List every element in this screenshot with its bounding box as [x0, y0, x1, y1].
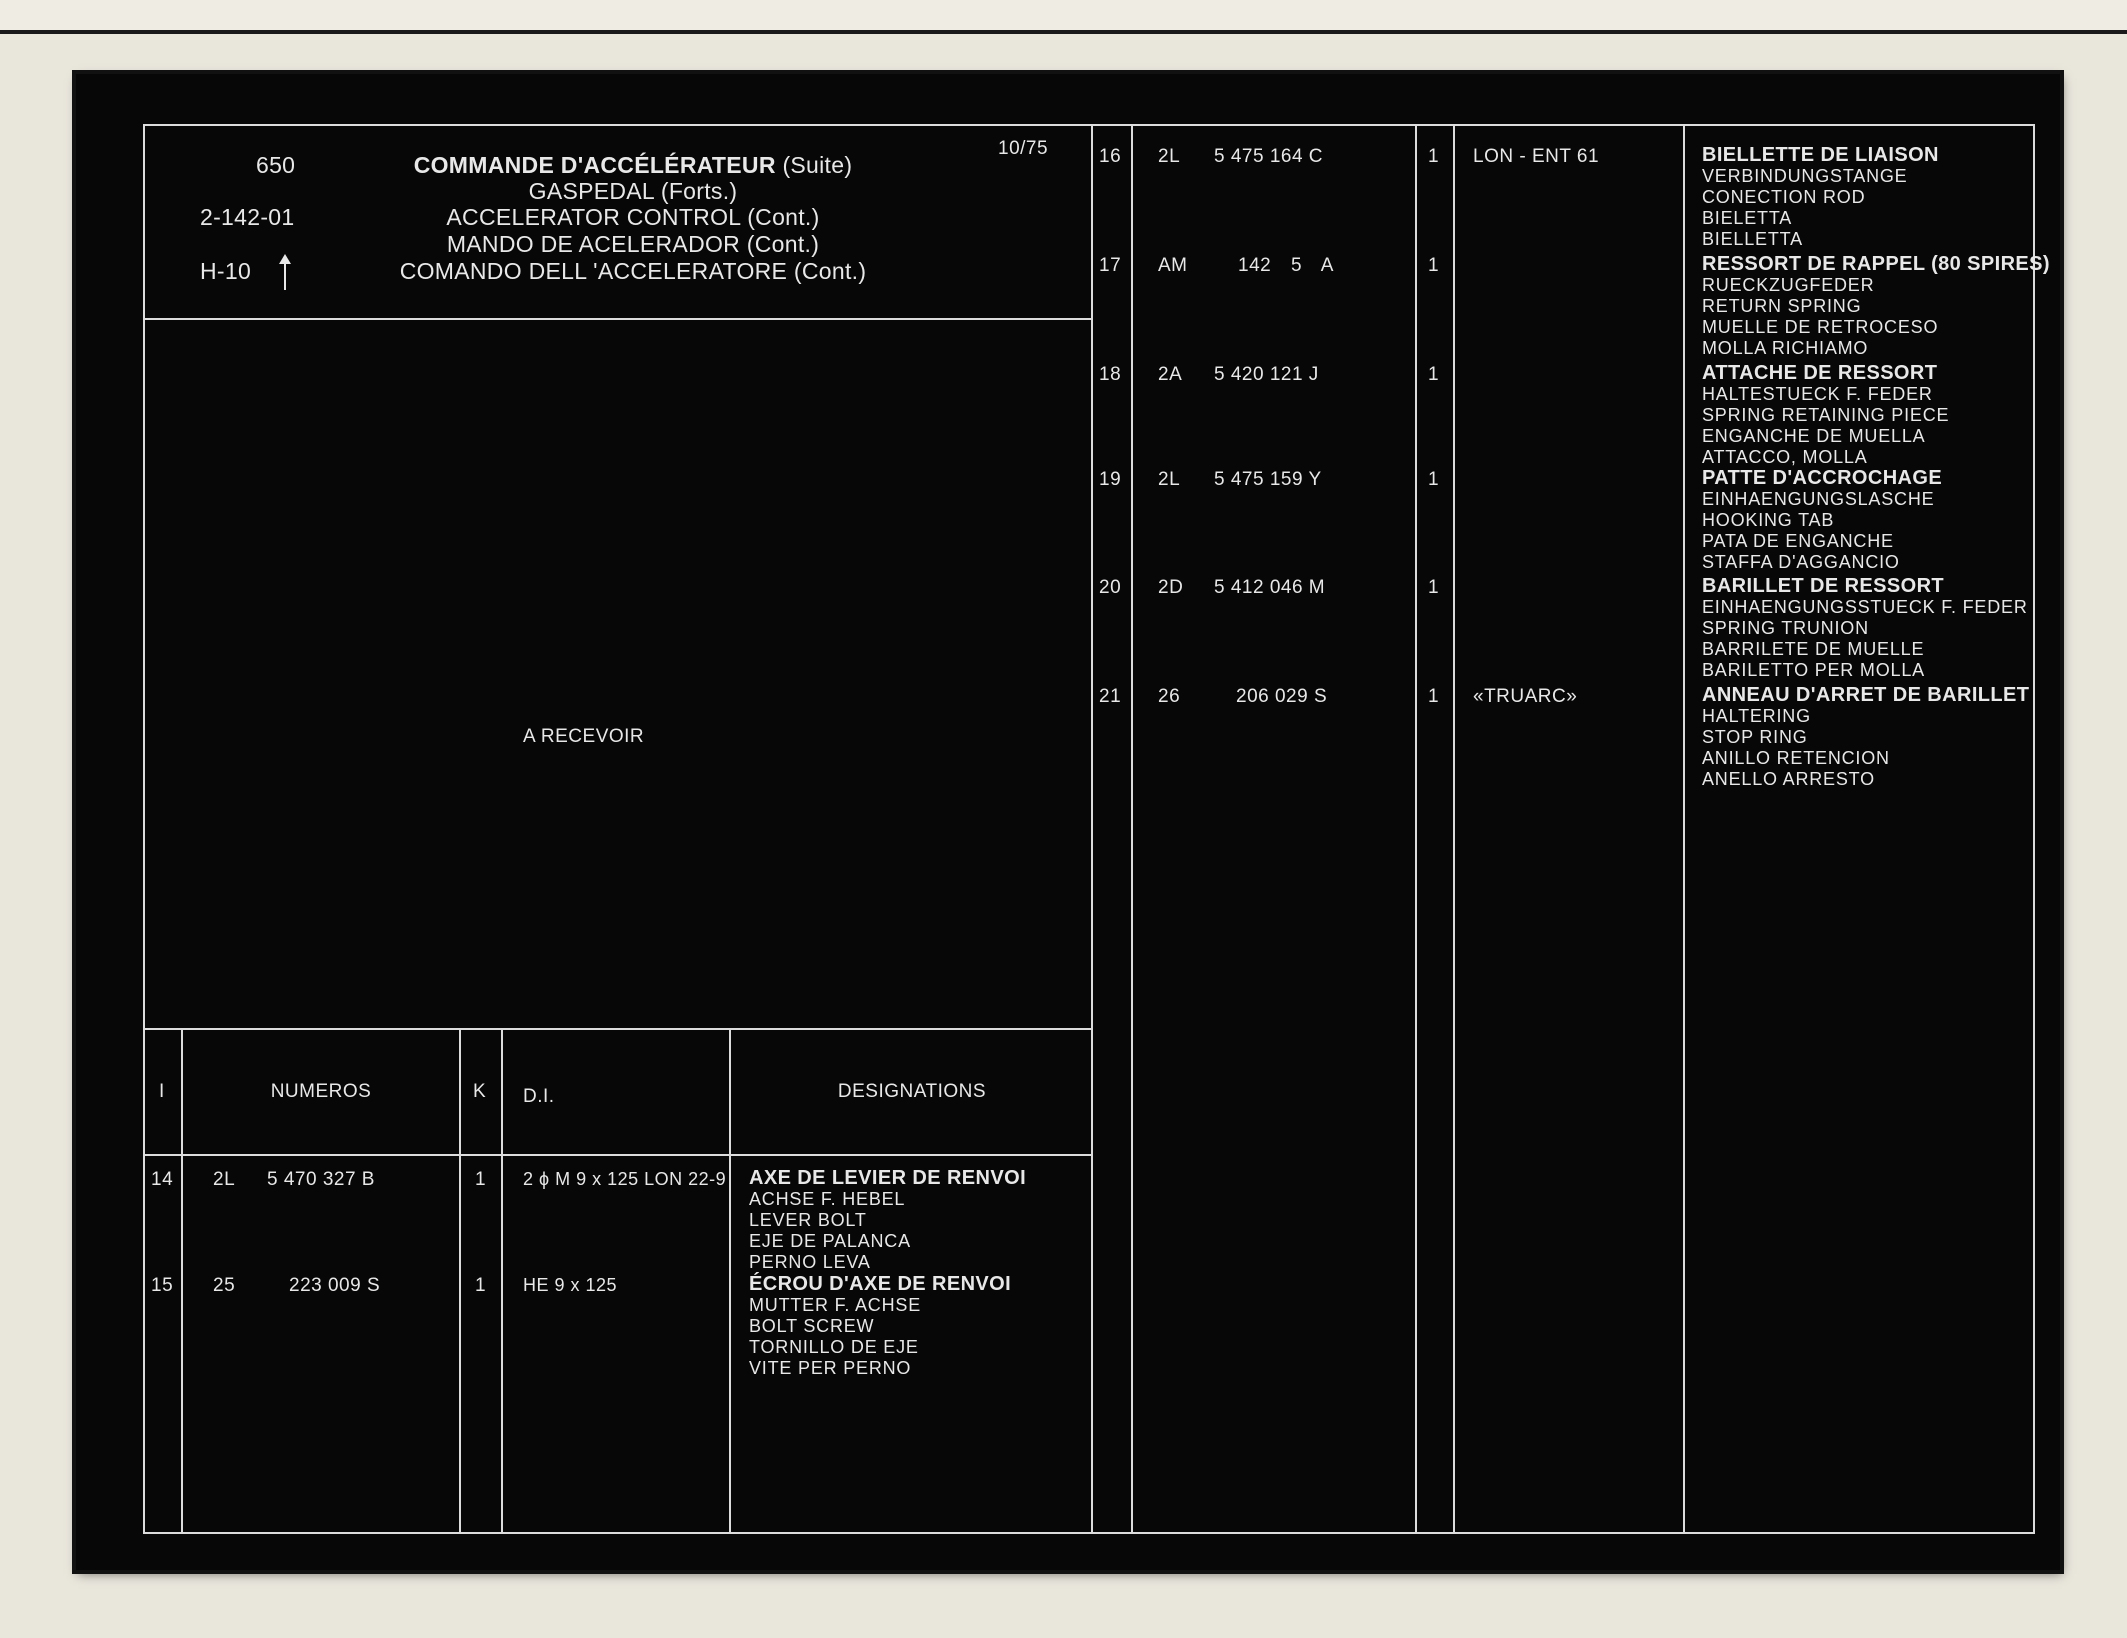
designation-it: VITE PER PERNO: [749, 1358, 912, 1378]
right-col-line-index: [1131, 124, 1133, 1534]
row-qty: 1: [1428, 255, 1440, 276]
designation-it: ATTACCO, MOLLA: [1702, 447, 1868, 467]
row-qty: 1: [1428, 469, 1440, 490]
designation-es: BIELETTA: [1702, 208, 1793, 228]
designation-it: STAFFA D'AGGANCIO: [1702, 552, 1900, 572]
col-line-di: [729, 1028, 731, 1534]
designation-es: PATA DE ENGANCHE: [1702, 531, 1894, 551]
title-english: ACCELERATOR CONTROL (Cont.): [446, 204, 820, 230]
row-prefix: 2A: [1158, 364, 1183, 385]
row-prefix: AM: [1158, 255, 1188, 276]
designation-it: ANELLO ARRESTO: [1702, 769, 1875, 789]
designation-main: BIELLETTE DE LIAISON: [1702, 144, 1939, 166]
row-di: «TRUARC»: [1473, 686, 1578, 707]
row-designation: [1702, 468, 1942, 573]
row-prefix: 2L: [213, 1169, 236, 1190]
designation-de: MUTTER F. ACHSE: [749, 1295, 922, 1315]
row-index: 21: [1099, 686, 1122, 707]
row-designation: [1702, 576, 2028, 681]
title-french-main: COMMANDE D'ACCÉLÉRATEUR: [413, 152, 776, 178]
designation-es: TORNILLO DE EJE: [749, 1337, 919, 1357]
row-part-number: 5 412 046 M: [1214, 577, 1326, 598]
designation-es: MUELLE DE RETROCESO: [1702, 317, 1939, 337]
row-prefix: 2D: [1158, 577, 1184, 598]
col-line-numeros: [459, 1028, 461, 1534]
row-index: 15: [151, 1275, 174, 1296]
title-german: GASPEDAL (Forts.): [528, 178, 738, 204]
designation-it: BARILETTO PER MOLLA: [1702, 660, 1925, 680]
title-spanish: MANDO DE ACELERADOR (Cont.): [446, 231, 820, 257]
row-index: 17: [1099, 255, 1122, 276]
row-qty: 1: [1428, 146, 1440, 167]
designation-es: BARRILETE DE MUELLE: [1702, 639, 1925, 659]
col-line-index: [181, 1028, 183, 1534]
row-qty: 1: [1428, 577, 1440, 598]
designation-es: ANILLO RETENCION: [1702, 748, 1890, 768]
row-designation: [1702, 363, 1949, 468]
right-col-line-numeros: [1415, 124, 1417, 1534]
header-index: I: [159, 1081, 165, 1102]
designation-main: ATTACHE DE RESSORT: [1702, 362, 1938, 384]
designation-main: BARILLET DE RESSORT: [1702, 575, 1945, 597]
designation-en: SPRING TRUNION: [1702, 618, 1869, 638]
row-qty: 1: [475, 1169, 487, 1190]
up-arrow-icon: [284, 260, 286, 290]
row-prefix: 2L: [1158, 146, 1181, 167]
designation-de: HALTESTUECK F. FEDER: [1702, 384, 1933, 404]
designation-main: AXE DE LEVIER DE RENVOI: [749, 1167, 1027, 1189]
row-index: 19: [1099, 469, 1122, 490]
row-qty: 1: [475, 1275, 487, 1296]
header-qty: K: [473, 1081, 487, 1102]
group-number: 650: [256, 152, 296, 178]
center-divider: [1091, 124, 1093, 1534]
frame-left-line: [143, 124, 145, 1534]
row-designation: [1702, 254, 2050, 359]
designation-main: ANNEAU D'ARRET DE BARILLET: [1702, 684, 2030, 706]
designation-main: ÉCROU D'AXE DE RENVOI: [749, 1273, 1012, 1295]
row-designation: [1702, 685, 2029, 790]
designation-main: RESSORT DE RAPPEL (80 SPIRES): [1702, 253, 2050, 275]
right-col-line-di: [1683, 124, 1685, 1534]
row-di: HE 9 x 125: [523, 1275, 618, 1295]
parts-table-frame: [143, 124, 2050, 1534]
designation-en: STOP RING: [1702, 727, 1808, 747]
title-french: [383, 152, 883, 178]
designation-en: LEVER BOLT: [749, 1210, 867, 1230]
designation-de: RUECKZUGFEDER: [1702, 275, 1875, 295]
designation-it: BIELLETTA: [1702, 229, 1803, 249]
edition-date: 10/75: [998, 138, 1049, 159]
row-part-number: 142 5 A: [1238, 255, 1334, 276]
designation-de: ACHSE F. HEBEL: [749, 1189, 906, 1209]
row-designation: [749, 1274, 1011, 1379]
illustration-placeholder: A RECEVOIR: [523, 726, 645, 747]
row-qty: 1: [1428, 686, 1440, 707]
designation-de: EINHAENGUNGSSTUECK F. FEDER: [1702, 597, 2028, 617]
row-index: 20: [1099, 577, 1122, 598]
row-designation: [749, 1168, 1026, 1273]
grid-reference: H-10: [200, 258, 252, 284]
designation-main: PATTE D'ACCROCHAGE: [1702, 467, 1943, 489]
row-index: 18: [1099, 364, 1122, 385]
designation-en: RETURN SPRING: [1702, 296, 1862, 316]
designation-de: HALTERING: [1702, 706, 1811, 726]
header-divider: [143, 318, 1093, 320]
row-part-number: 206 029 S: [1236, 686, 1328, 707]
row-prefix: 2L: [1158, 469, 1181, 490]
row-prefix: 26: [1158, 686, 1181, 707]
title-italian: COMANDO DELL 'ACCELERATORE (Cont.): [399, 258, 867, 284]
illustration-divider: [143, 1028, 1093, 1030]
scan-top-edge: [0, 0, 2127, 38]
row-index: 16: [1099, 146, 1122, 167]
row-part-number: 5 475 159 Y: [1214, 469, 1322, 490]
row-designation: [1702, 145, 1939, 250]
row-part-number: 223 009 S: [289, 1275, 381, 1296]
row-di: 2 ϕ M 9 x 125 LON 22-9: [523, 1169, 727, 1189]
header-numeros: NUMEROS: [270, 1081, 372, 1102]
frame-bottom-line: [143, 1532, 2035, 1534]
header-di: D.I.: [523, 1086, 555, 1107]
right-col-line-qty: [1453, 124, 1455, 1534]
row-index: 14: [151, 1169, 174, 1190]
microfiche-sheet: [76, 74, 2060, 1570]
designation-de: EINHAENGUNGSLASCHE: [1702, 489, 1935, 509]
designation-es: ENGANCHE DE MUELLA: [1702, 426, 1926, 446]
designation-en: SPRING RETAINING PIECE: [1702, 405, 1950, 425]
header-designations: DESIGNATIONS: [837, 1081, 987, 1102]
row-qty: 1: [1428, 364, 1440, 385]
frame-top-line: [143, 124, 2035, 126]
designation-en: CONECTION ROD: [1702, 187, 1866, 207]
column-header-divider: [143, 1154, 1093, 1156]
designation-it: PERNO LEVA: [749, 1252, 871, 1272]
designation-en: HOOKING TAB: [1702, 510, 1835, 530]
row-part-number: 5 420 121 J: [1214, 364, 1319, 385]
row-di: LON - ENT 61: [1473, 146, 1600, 167]
row-prefix: 25: [213, 1275, 236, 1296]
designation-es: EJE DE PALANCA: [749, 1231, 911, 1251]
col-line-qty: [501, 1028, 503, 1534]
designation-en: BOLT SCREW: [749, 1316, 875, 1336]
designation-de: VERBINDUNGSTANGE: [1702, 166, 1908, 186]
designation-it: MOLLA RICHIAMO: [1702, 338, 1869, 358]
row-part-number: 5 470 327 B: [267, 1169, 375, 1190]
title-french-suffix: (Suite): [782, 152, 853, 178]
row-part-number: 5 475 164 C: [1214, 146, 1324, 167]
reference-number: 2-142-01: [200, 204, 295, 230]
